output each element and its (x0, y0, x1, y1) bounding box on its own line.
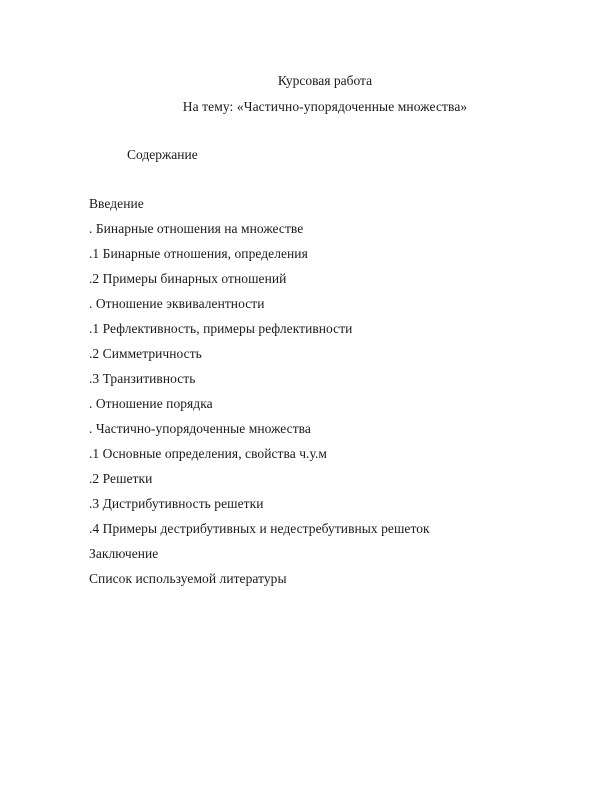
contents-heading: Содержание (127, 147, 198, 162)
toc-entry: Введение (89, 196, 144, 211)
table-of-contents (89, 191, 559, 591)
toc-entry: .1 Бинарные отношения, определения (89, 246, 308, 261)
toc-entry: .2 Решетки (89, 471, 153, 486)
toc-entry: Заключение (89, 546, 159, 561)
toc-entry: . Бинарные отношения на множестве (89, 221, 304, 236)
toc-entry: .1 Основные определения, свойства ч.у.м (89, 446, 327, 461)
toc-entry: . Частично-упорядоченные множества (89, 421, 311, 436)
toc-entry: .2 Примеры бинарных отношений (89, 271, 287, 286)
document-title: Курсовая работа (277, 73, 373, 88)
document-subject-title: На тему: «Частично-упорядоченные множества» (182, 99, 468, 114)
toc-entry: .4 Примеры дестрибутивных и недестребутивных решеток (89, 521, 430, 536)
toc-entry: Список используемой литературы (89, 571, 287, 586)
title-block (0, 68, 612, 120)
toc-entry: .1 Рефлективность, примеры рефлективности (89, 321, 353, 336)
toc-entry: . Отношение эквивалентности (89, 296, 265, 311)
toc-entry: .3 Транзитивность (89, 371, 196, 386)
toc-entry: .2 Симметричность (89, 346, 202, 361)
toc-entry: . Отношение порядка (89, 396, 213, 411)
toc-entry: .3 Дистрибутивность решетки (89, 496, 264, 511)
